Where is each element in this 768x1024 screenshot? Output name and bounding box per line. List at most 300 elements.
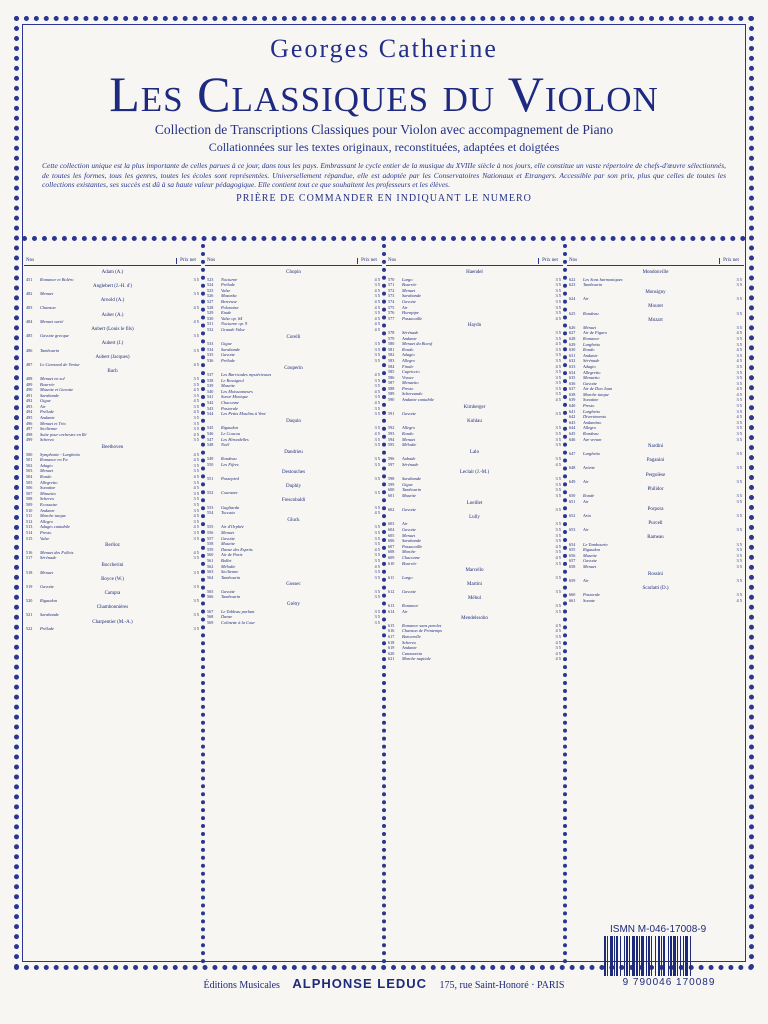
- column-header-nos: Nos: [26, 258, 35, 264]
- entry-title: Presto: [583, 403, 595, 409]
- entry-price: 4 5: [193, 398, 199, 404]
- entry-price: 3 5: [374, 346, 380, 352]
- entry-title: Allegro: [402, 425, 416, 431]
- entry-price: 3 5: [736, 369, 742, 375]
- entry-number: 655: [569, 547, 576, 553]
- entry-title: Colinette à la Cour: [221, 619, 256, 625]
- entry-title: Valse: [40, 535, 50, 541]
- entry-price: 3 5: [193, 529, 199, 535]
- entry-number: 545: [207, 425, 214, 431]
- entry-title: Passepied: [221, 476, 239, 482]
- entry-price: 3 5: [736, 408, 742, 414]
- catalogue-composer: Aubert (Jacques): [95, 355, 130, 361]
- entry-title: Presto: [40, 529, 52, 535]
- entry-number: 644: [569, 425, 576, 431]
- catalogue-entry: [207, 476, 380, 482]
- entry-number: 612: [388, 588, 395, 594]
- entry-number: 579: [388, 335, 395, 341]
- entry-price: 3 5: [374, 341, 380, 347]
- publisher-footer: [0, 976, 768, 991]
- entry-price: 3 5: [736, 592, 742, 598]
- entry-number: 580: [388, 341, 395, 347]
- entry-number: 596: [388, 456, 395, 462]
- entry-number: 651: [569, 498, 576, 504]
- entry-number: 643: [569, 419, 576, 425]
- entry-number: 634: [569, 369, 576, 375]
- entry-title: Marche turque: [40, 513, 66, 519]
- entry-title: Adagio cantabile: [40, 524, 71, 530]
- catalogue-composer: Purcell: [648, 520, 663, 526]
- entry-price: 3 5: [736, 436, 742, 442]
- entry-number: 621: [388, 656, 395, 662]
- entry-price: 4 5: [374, 298, 380, 304]
- entry-price: 3 5: [193, 276, 199, 282]
- entry-price: 3 5: [193, 518, 199, 524]
- entry-price: 3 5: [193, 479, 199, 485]
- entry-title: Adagio: [402, 352, 415, 358]
- entry-price: 3 5: [193, 437, 199, 443]
- entry-number: 595: [388, 442, 395, 448]
- catalogue-composer: Mouret: [648, 303, 663, 309]
- entry-price: 3 5: [555, 456, 561, 462]
- entry-title: Le Tambourin: [583, 541, 608, 547]
- entry-title: Sérénade: [402, 462, 419, 467]
- entry-number: 638: [569, 391, 576, 397]
- entry-number: 646: [569, 436, 576, 442]
- entry-number: 598: [388, 476, 395, 482]
- entry-price: 3 5: [555, 304, 561, 310]
- catalogue-entry: [569, 282, 742, 288]
- entry-number: 626: [569, 324, 576, 330]
- entry-number: 660: [569, 592, 576, 598]
- entry-price: 3 5: [555, 603, 561, 609]
- entry-number: 570: [388, 276, 395, 282]
- entry-title: Andantino: [583, 419, 602, 425]
- entry-title: Les Petits Moulins à Vent: [221, 411, 266, 417]
- catalogue-composer: Corelli: [286, 334, 301, 340]
- catalogue-composer: Charpentier (M.-A.): [92, 619, 133, 625]
- entry-number: 521: [26, 612, 33, 618]
- entry-price: 3 5: [193, 468, 199, 474]
- entry-number: 532: [207, 326, 214, 332]
- entry-title: Passacaille: [402, 315, 423, 321]
- header-divider: [22, 236, 746, 241]
- entry-title: Romance et Boléro: [40, 276, 74, 282]
- entry-number: 632: [569, 358, 576, 364]
- entry-number: 623: [569, 282, 576, 288]
- entry-number: 518: [26, 569, 33, 575]
- catalogue-entry: [26, 536, 199, 542]
- entry-title: Adagio: [40, 462, 53, 468]
- entry-title: Tambourin: [40, 347, 60, 353]
- entry-title: Bourrée: [402, 560, 417, 566]
- entry-price: 4 5: [193, 409, 199, 415]
- entry-price: 4 5: [555, 341, 561, 347]
- entry-price: 3 5: [193, 583, 199, 589]
- entry-price: 4 5: [736, 358, 742, 364]
- entry-title: Valse: [221, 287, 231, 293]
- entry-price: 3 5: [193, 501, 199, 507]
- entry-number: 489: [26, 381, 33, 387]
- entry-number: 657: [569, 558, 576, 564]
- catalogue-composer: Boyce (W.): [101, 577, 124, 583]
- barcode-bar: [691, 936, 692, 976]
- entry-number: 594: [388, 436, 395, 442]
- catalogue-composer: Anglebert (J.-H. d'): [93, 284, 132, 290]
- entry-number: 554: [207, 510, 214, 516]
- entry-price: 3 5: [736, 324, 742, 330]
- entry-price: 3 5: [555, 436, 561, 442]
- column-header-price: Prix net: [719, 258, 742, 264]
- entry-number: 583: [388, 357, 395, 363]
- entry-number: 544: [207, 411, 214, 417]
- entry-title: Sonatine: [583, 397, 599, 403]
- entry-number: 649: [569, 479, 576, 485]
- entry-title: Andante: [40, 415, 55, 421]
- catalogue-composer: Paganini: [646, 458, 665, 464]
- entry-number: 496: [26, 420, 33, 426]
- entry-number: 641: [569, 408, 576, 414]
- ean-number: 9 790046 170089: [622, 977, 716, 988]
- entry-title: Rondeau: [221, 456, 237, 462]
- entry-title: Le Rossignol: [221, 377, 244, 383]
- entry-title: Sonatine: [40, 485, 56, 491]
- entry-price: 3 5: [193, 507, 199, 513]
- entry-title: Romance: [583, 335, 600, 341]
- entry-number: 605: [388, 532, 395, 538]
- entry-number: 604: [388, 526, 395, 532]
- entry-number: 561: [207, 557, 214, 563]
- entry-price: 3 5: [374, 541, 380, 547]
- entry-price: 3 5: [555, 608, 561, 614]
- footer-left: Éditions Musicales: [203, 980, 280, 991]
- entry-number: 585: [388, 369, 395, 375]
- catalogue-entry: [569, 451, 742, 457]
- entry-number: 600: [388, 487, 395, 493]
- entry-title: Sonate: [583, 597, 595, 603]
- catalogue-entry: [207, 490, 380, 496]
- entry-number: 610: [388, 560, 395, 566]
- entry-title: Andante: [583, 352, 598, 358]
- entry-title: Menuet du Boeuf: [402, 341, 432, 347]
- entry-price: 3 5: [374, 425, 380, 431]
- entry-title: Menuet: [40, 468, 54, 474]
- entry-title: Gigue: [221, 341, 232, 347]
- entry-title: Prélude: [40, 409, 54, 415]
- entry-price: 3 5: [374, 405, 380, 411]
- entry-number: 510: [26, 507, 33, 513]
- entry-number: 581: [388, 346, 395, 352]
- entry-title: Menuet: [402, 436, 416, 442]
- column-header-nos: Nos: [207, 258, 216, 264]
- entry-price: 3 5: [374, 293, 380, 299]
- entry-title: Sicilienne: [221, 569, 239, 575]
- entry-title: Ballet: [221, 557, 232, 563]
- entry-price: 3 5: [374, 456, 380, 462]
- column-header-price: Prix net: [176, 258, 199, 264]
- entry-title: Pastorale: [221, 405, 239, 411]
- entry-title: Toccata: [221, 510, 235, 516]
- entry-number: 513: [26, 524, 33, 530]
- entry-price: 4 5: [555, 622, 561, 628]
- entry-number: 514: [26, 529, 33, 535]
- entry-number: 582: [388, 352, 395, 358]
- entry-title: Mélodie: [402, 442, 417, 448]
- entry-number: 652: [569, 513, 576, 519]
- entry-title: Passacaille: [402, 543, 423, 549]
- entry-title: Finale: [402, 363, 414, 369]
- entry-title: Menuet: [40, 290, 54, 296]
- entry-number: 536: [207, 357, 214, 363]
- entry-price: 3 5: [736, 498, 742, 504]
- entry-number: 527: [207, 298, 214, 304]
- catalogue-entry: [388, 507, 561, 513]
- entry-number: 622: [569, 276, 576, 282]
- entry-price: 3 5: [555, 335, 561, 341]
- entry-price: 3 5: [555, 634, 561, 640]
- entry-price: 4 5: [374, 510, 380, 516]
- entry-number: 512: [26, 518, 33, 524]
- catalogue-composer: Martini: [467, 582, 482, 588]
- entry-title: Courante: [221, 490, 238, 496]
- entry-title: Canzonetta: [402, 650, 423, 656]
- entry-price: 3 5: [555, 293, 561, 299]
- entry-number: 501: [26, 457, 33, 463]
- entry-price: 3 5: [374, 377, 380, 383]
- column-header-nos: Nos: [388, 258, 397, 264]
- entry-number: 591: [388, 411, 395, 417]
- entry-number: 516: [26, 549, 33, 555]
- entry-price: 4 5: [193, 485, 199, 491]
- catalogue-entry: [26, 319, 199, 325]
- entry-price: 4 5: [555, 363, 561, 369]
- entry-title: Air: [583, 479, 589, 485]
- entry-title: Menuet: [583, 563, 597, 569]
- entry-title: Sarabande: [40, 392, 60, 398]
- catalogue-entry: [207, 411, 380, 417]
- entry-title: Musette: [221, 383, 235, 389]
- entry-title: Mazurka: [221, 293, 237, 299]
- entry-number: 547: [207, 436, 214, 442]
- entry-number: 572: [388, 287, 395, 293]
- catalogue-entry: [388, 609, 561, 615]
- entry-number: 573: [388, 293, 395, 299]
- entry-price: 3 5: [193, 420, 199, 426]
- entry-number: 523: [207, 276, 214, 282]
- entry-number: 555: [207, 524, 214, 530]
- entry-number: 587: [388, 380, 395, 386]
- catalogue-composer: Bach: [107, 369, 118, 375]
- entry-title: Air d'Orphée: [221, 524, 245, 530]
- entry-price: 3 5: [193, 381, 199, 387]
- entry-number: 511: [26, 513, 33, 519]
- entry-price: 3 5: [374, 310, 380, 316]
- entry-number: 615: [388, 622, 395, 628]
- catalogue-composer: Mondonville: [642, 270, 669, 275]
- catalogue-composer: Rameau: [647, 534, 664, 540]
- entry-price: 4 5: [374, 321, 380, 327]
- catalogue-composer: Destouches: [281, 469, 306, 475]
- entry-title: Etude: [221, 310, 232, 316]
- entry-number: 548: [207, 442, 214, 448]
- entry-price: 3 5: [193, 569, 199, 575]
- entry-title: Gavotte: [221, 352, 235, 358]
- entry-number: 620: [388, 650, 395, 656]
- publisher-name: ALPHONSE LEDUC: [292, 976, 428, 991]
- entry-number: 648: [569, 465, 576, 470]
- entry-title: Gavotte: [583, 558, 597, 564]
- entry-title: Marche: [402, 549, 416, 555]
- entry-title: Sarabande: [402, 293, 422, 299]
- entry-title: Andante: [402, 645, 417, 651]
- header: [30, 28, 738, 204]
- entry-title: Rondo: [402, 346, 414, 352]
- entry-title: Chanson de Printemps: [402, 628, 443, 634]
- entry-title: Romance sans paroles: [402, 622, 442, 628]
- entry-price: 4 5: [736, 386, 742, 392]
- entry-price: 4 5: [193, 387, 199, 393]
- catalogue-composer: Scarlatti (D.): [642, 585, 669, 591]
- entry-price: 4 5: [555, 397, 561, 403]
- collection-subtitle-2: Collationnées sur les textes originaux, reconstituées, adaptées et doigtées: [208, 140, 560, 154]
- entry-number: 487: [26, 361, 33, 367]
- catalogue-entry: [569, 499, 742, 505]
- catalogue-entry: [569, 479, 742, 485]
- entry-number: 537: [207, 372, 214, 378]
- entry-number: 577: [388, 315, 395, 321]
- entry-number: 553: [207, 504, 214, 510]
- entry-price: 3 5: [555, 574, 561, 580]
- entry-price: 3 5: [374, 574, 380, 580]
- entry-price: 3 5: [374, 588, 380, 594]
- entry-title: Romance en Fa: [40, 457, 68, 463]
- entry-title: Marche nuptiale: [402, 656, 431, 662]
- entry-number: 505: [26, 479, 33, 485]
- catalogue-composer: Arnold (A.): [100, 298, 125, 304]
- entry-price: 3 5: [555, 310, 561, 316]
- entry-price: 3 5: [555, 549, 561, 555]
- catalogue-entry: [569, 598, 742, 604]
- entry-title: Sérénade: [40, 555, 57, 561]
- catalogue-entry: [569, 513, 742, 519]
- entry-title: Air de Don Juan: [583, 386, 613, 392]
- entry-title: Tambourin: [583, 282, 603, 288]
- entry-number: 493: [26, 403, 33, 409]
- catalogue-entry: [388, 316, 561, 322]
- entry-title: Les Sons harmoniques: [583, 276, 623, 282]
- entry-number: 590: [388, 397, 395, 403]
- catalogue-column: [567, 244, 744, 964]
- entry-price: 3 5: [555, 431, 561, 437]
- entry-price: 4 5: [555, 543, 561, 549]
- entry-price: 3 5: [555, 481, 561, 487]
- catalogue-composer: Campra: [104, 591, 121, 597]
- entry-title: Rondeau: [583, 310, 599, 316]
- entry-number: 563: [207, 569, 214, 575]
- catalogue-entry: [207, 358, 380, 364]
- entry-title: Larghetto: [583, 341, 601, 347]
- entry-title: Le Coucou: [221, 431, 241, 437]
- entry-number: 565: [207, 588, 214, 594]
- catalogue-entry: [207, 575, 380, 581]
- entry-price: 3 5: [555, 352, 561, 358]
- entry-price: 3 5: [736, 419, 742, 425]
- entry-number: 640: [569, 403, 576, 409]
- entry-price: 3 5: [374, 504, 380, 510]
- entry-title: Allegretto: [583, 369, 601, 375]
- entry-price: 3 5: [193, 426, 199, 432]
- entry-number: 528: [207, 304, 214, 310]
- publisher-address: 175, rue Saint-Honoré · PARIS: [439, 980, 565, 991]
- catalogue-composer: Aubert (Louis le fils): [91, 326, 134, 332]
- entry-price: 4 5: [555, 656, 561, 662]
- entry-price: 4 5: [193, 549, 199, 555]
- entry-title: Mélodie: [221, 563, 236, 569]
- entry-title: Berceuse: [221, 298, 237, 304]
- column-header: [24, 244, 201, 266]
- entry-number: 568: [207, 614, 214, 620]
- entry-price: 3 5: [555, 521, 561, 527]
- entry-price: 4 5: [374, 400, 380, 406]
- entry-price: 3 5: [193, 462, 199, 468]
- entry-price: 3 5: [374, 552, 380, 558]
- entry-title: Larghetto: [583, 450, 601, 456]
- entry-price: 4 5: [193, 524, 199, 530]
- entry-price: 4 5: [555, 639, 561, 645]
- entry-title: Air: [583, 296, 589, 302]
- entry-price: 3 5: [374, 619, 380, 625]
- entry-number: 559: [207, 546, 214, 552]
- entry-title: Bourrée: [402, 282, 417, 288]
- catalogue-composer: Frescobaldi: [281, 497, 306, 503]
- entry-title: Ronde: [583, 493, 595, 499]
- entry-number: 575: [388, 304, 395, 310]
- catalogue-entry: [26, 584, 199, 590]
- catalogue-entry: [388, 462, 561, 468]
- entry-title: Rigaudon: [40, 597, 58, 603]
- catalogue-entry: [26, 555, 199, 561]
- entry-number: 650: [569, 493, 576, 499]
- entry-title: Symphonie - Larghetto: [40, 451, 81, 457]
- entry-title: Nocturne op. 9: [221, 321, 248, 327]
- entry-number: 627: [569, 330, 576, 336]
- entry-number: 509: [26, 501, 33, 507]
- catalogue-entry: [569, 578, 742, 584]
- entry-number: 517: [26, 555, 33, 561]
- catalogue-composer: Lully: [469, 514, 480, 520]
- entry-price: 3 5: [555, 374, 561, 380]
- entry-number: 631: [569, 352, 576, 358]
- entry-price: 4 5: [736, 597, 742, 603]
- entry-title: Gavotte: [402, 507, 416, 513]
- entry-title: Gavotte: [402, 411, 416, 417]
- entry-title: Gavotte: [221, 588, 235, 594]
- entry-price: 3 5: [555, 588, 561, 594]
- entry-number: 500: [26, 451, 33, 457]
- entry-number: 566: [207, 594, 214, 600]
- entry-title: Musette: [583, 552, 597, 558]
- catalogue-entry: [388, 589, 561, 595]
- entry-number: 569: [207, 619, 214, 625]
- column-header-price: Prix net: [357, 258, 380, 264]
- entry-number: 519: [26, 583, 33, 589]
- entry-number: 599: [388, 481, 395, 487]
- entry-title: Les Barricades mystérieuses: [221, 372, 272, 378]
- entry-title: Chaconne: [402, 554, 420, 560]
- entry-price: 3 5: [193, 290, 199, 296]
- entry-price: 3 5: [193, 333, 199, 339]
- entry-number: 485: [26, 333, 33, 339]
